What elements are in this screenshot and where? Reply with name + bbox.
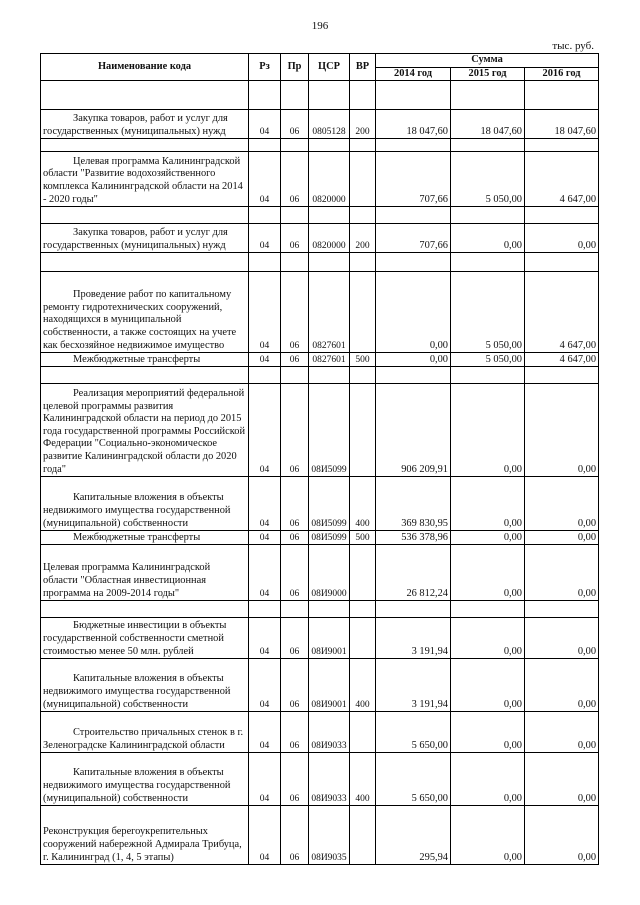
row-csr: 08И5099 [309,531,350,545]
row-2016: 4 647,00 [525,353,599,367]
row-2015: 5 050,00 [451,152,525,207]
row-csr: 08И9035 [309,806,350,865]
row-2014: 295,94 [376,806,451,865]
header-sum: Сумма [376,54,599,68]
spacer-cell [249,253,281,272]
row-2015: 0,00 [451,531,525,545]
row-rz: 04 [249,659,281,712]
spacer-cell [350,81,376,110]
row-2016: 0,00 [525,224,599,253]
row-name [41,806,249,865]
spacer-cell [249,81,281,110]
row-2016: 4 647,00 [525,272,599,353]
row-csr: 0820000 [309,152,350,207]
row-vr [350,545,376,601]
spacer-cell [376,601,451,618]
spacer-cell [525,207,599,224]
spacer-cell [41,367,249,384]
row-2014: 18 047,60 [376,110,451,139]
spacer-cell [350,253,376,272]
row-name-text: Закупка товаров, работ и услуг для государственных (муниципальных) нужд [43,227,228,251]
row-2015: 0,00 [451,384,525,477]
row-name [41,272,249,353]
row-name-text: Реализация мероприятий федеральной целевой программы развития Калининградской области на период до 2015 года государственной программы Российской Федерации "Социально-экономическое развитие Калининградской области до 2020 года" [43,388,246,475]
row-name-text: Межбюджетные трансферты [73,531,201,543]
row-pr: 06 [281,618,309,659]
table-row [41,110,599,139]
row-name [41,545,249,601]
spacer-cell [350,367,376,384]
row-name [41,152,249,207]
spacer-cell [249,207,281,224]
row-2015: 0,00 [451,712,525,753]
row-2015: 18 047,60 [451,110,525,139]
row-pr: 06 [281,712,309,753]
row-rz: 04 [249,806,281,865]
row-name [41,477,249,531]
row-vr: 400 [350,753,376,806]
spacer-cell [309,207,350,224]
row-2016: 0,00 [525,618,599,659]
row-2015: 5 050,00 [451,353,525,367]
row-rz: 04 [249,384,281,477]
spacer-cell [376,207,451,224]
row-2015: 0,00 [451,753,525,806]
row-2014: 0,00 [376,272,451,353]
spacer-cell [350,601,376,618]
row-csr: 0805128 [309,110,350,139]
spacer-cell [376,81,451,110]
spacer-row [41,253,599,272]
spacer-cell [281,207,309,224]
row-2015: 5 050,00 [451,272,525,353]
row-vr: 400 [350,477,376,531]
row-csr: 08И9001 [309,618,350,659]
budget-table [40,53,599,865]
row-csr: 08И9033 [309,753,350,806]
row-pr: 06 [281,110,309,139]
row-2014: 3 191,94 [376,618,451,659]
row-pr: 06 [281,806,309,865]
spacer-cell [451,207,525,224]
row-2016: 0,00 [525,545,599,601]
spacer-cell [309,253,350,272]
row-2014: 707,66 [376,224,451,253]
spacer-cell [309,601,350,618]
row-name [41,659,249,712]
header-2014: 2014 год [376,67,451,81]
row-pr: 06 [281,152,309,207]
row-rz: 04 [249,753,281,806]
row-vr: 200 [350,224,376,253]
row-2015: 0,00 [451,477,525,531]
spacer-cell [525,139,599,152]
table-row [41,272,599,353]
spacer-cell [41,139,249,152]
row-pr: 06 [281,224,309,253]
header-rz: Рз [249,54,281,81]
table-row [41,806,599,865]
row-name [41,531,249,545]
row-rz: 04 [249,272,281,353]
row-pr: 06 [281,753,309,806]
row-vr [350,806,376,865]
table-row [41,531,599,545]
spacer-cell [525,253,599,272]
row-vr [350,712,376,753]
row-name-text: Целевая программа Калининградской области "Развитие водохозяйственного комплекса Калининградской области на 2014 - 2020 годы" [43,155,243,205]
row-name-text: Проведение работ по капитальному ремонту гидротехнических сооружений, находящихся в муниципальной собственности, а также состоящих на учете как бесхозяйное недвижимое имущество [43,289,237,351]
header-pr: Пр [281,54,309,81]
spacer-cell [41,601,249,618]
row-csr: 08И9033 [309,712,350,753]
row-2016: 0,00 [525,659,599,712]
table-row [41,384,599,477]
spacer-row [41,139,599,152]
row-2016: 4 647,00 [525,152,599,207]
row-vr [350,618,376,659]
row-vr: 200 [350,110,376,139]
row-csr: 08И9000 [309,545,350,601]
spacer-cell [451,253,525,272]
row-name-text: Закупка товаров, работ и услуг для государственных (муниципальных) нужд [43,113,228,137]
spacer-cell [309,81,350,110]
table-row [41,224,599,253]
row-rz: 04 [249,712,281,753]
row-2015: 0,00 [451,618,525,659]
row-csr: 08И5099 [309,477,350,531]
table-row [41,712,599,753]
row-2014: 707,66 [376,152,451,207]
spacer-cell [376,367,451,384]
row-name-text: Межбюджетные трансферты [73,353,201,365]
row-pr: 06 [281,477,309,531]
row-rz: 04 [249,353,281,367]
row-pr: 06 [281,659,309,712]
row-name-text: Капитальные вложения в объекты недвижимого имущества государственной (муниципальной) собственности [43,673,231,710]
table-row [41,477,599,531]
spacer-cell [281,139,309,152]
spacer-cell [281,81,309,110]
row-vr [350,152,376,207]
table-row [41,753,599,806]
row-2016: 18 047,60 [525,110,599,139]
row-rz: 04 [249,618,281,659]
row-2014: 906 209,91 [376,384,451,477]
spacer-cell [249,601,281,618]
row-2016: 0,00 [525,753,599,806]
row-2015: 0,00 [451,659,525,712]
row-pr: 06 [281,272,309,353]
spacer-row [41,81,599,110]
spacer-cell [525,367,599,384]
row-rz: 04 [249,531,281,545]
row-csr: 0820000 [309,224,350,253]
row-2016: 0,00 [525,806,599,865]
row-name [41,753,249,806]
row-pr: 06 [281,545,309,601]
row-rz: 04 [249,477,281,531]
row-pr: 06 [281,384,309,477]
spacer-cell [350,139,376,152]
row-2016: 0,00 [525,384,599,477]
table-body [41,81,599,865]
row-csr: 0827601 [309,272,350,353]
row-pr: 06 [281,353,309,367]
spacer-cell [249,367,281,384]
row-name-text: Целевая программа Калининградской области "Областная инвестиционная программа на 2009-2014 годы" [43,562,211,599]
row-2014: 0,00 [376,353,451,367]
row-vr: 500 [350,353,376,367]
row-rz: 04 [249,152,281,207]
row-2016: 0,00 [525,531,599,545]
spacer-row [41,601,599,618]
spacer-cell [309,139,350,152]
units-label: тыс. руб. [552,40,594,52]
row-vr [350,384,376,477]
spacer-cell [350,207,376,224]
row-name-text: Реконструкция берегоукрепительных сооружений набережной Адмирала Трибуца, г. Калининград (1, 4, 5 этапы) [43,826,242,863]
spacer-cell [281,601,309,618]
header-2015: 2015 год [451,67,525,81]
row-name [41,353,249,367]
row-vr: 500 [350,531,376,545]
header-csr: ЦСР [309,54,350,81]
table-row [41,545,599,601]
row-vr: 400 [350,659,376,712]
spacer-cell [281,253,309,272]
row-2016: 0,00 [525,712,599,753]
spacer-cell [281,367,309,384]
table-row [41,353,599,367]
page-number: 196 [311,20,329,32]
row-2014: 536 378,96 [376,531,451,545]
row-name [41,618,249,659]
row-csr: 08И5099 [309,384,350,477]
row-name-text: Капитальные вложения в объекты недвижимого имущества государственной (муниципальной) собственности [43,767,231,804]
row-name [41,384,249,477]
row-2014: 369 830,95 [376,477,451,531]
row-2015: 0,00 [451,545,525,601]
row-2014: 5 650,00 [376,753,451,806]
spacer-cell [249,139,281,152]
row-2015: 0,00 [451,806,525,865]
spacer-cell [451,601,525,618]
row-name [41,224,249,253]
row-rz: 04 [249,545,281,601]
row-2014: 5 650,00 [376,712,451,753]
table-row [41,152,599,207]
row-rz: 04 [249,110,281,139]
spacer-cell [451,367,525,384]
spacer-cell [41,207,249,224]
row-2014: 3 191,94 [376,659,451,712]
row-name [41,110,249,139]
spacer-cell [41,253,249,272]
spacer-cell [41,81,249,110]
header-2016: 2016 год [525,67,599,81]
header-name: Наименование кода [41,54,249,81]
row-2016: 0,00 [525,477,599,531]
row-name-text: Строительство причальных стенок в г. Зеленоградске Калининградской области [43,727,244,751]
spacer-row [41,367,599,384]
spacer-cell [525,601,599,618]
row-name-text: Бюджетные инвестиции в объекты государственной собственности сметной стоимостью менее 50 млн. рублей [43,620,227,657]
row-2015: 0,00 [451,224,525,253]
table-row [41,659,599,712]
spacer-row [41,207,599,224]
table-row [41,618,599,659]
spacer-cell [376,139,451,152]
table-header-row [41,54,599,68]
row-2014: 26 812,24 [376,545,451,601]
row-csr: 08И9001 [309,659,350,712]
row-name-text: Капитальные вложения в объекты недвижимого имущества государственной (муниципальной) собственности [43,492,231,529]
spacer-cell [451,81,525,110]
spacer-cell [451,139,525,152]
row-vr [350,272,376,353]
header-vr: ВР [350,54,376,81]
row-csr: 0827601 [309,353,350,367]
spacer-cell [309,367,350,384]
spacer-cell [376,253,451,272]
row-rz: 04 [249,224,281,253]
row-pr: 06 [281,531,309,545]
spacer-cell [525,81,599,110]
row-name [41,712,249,753]
